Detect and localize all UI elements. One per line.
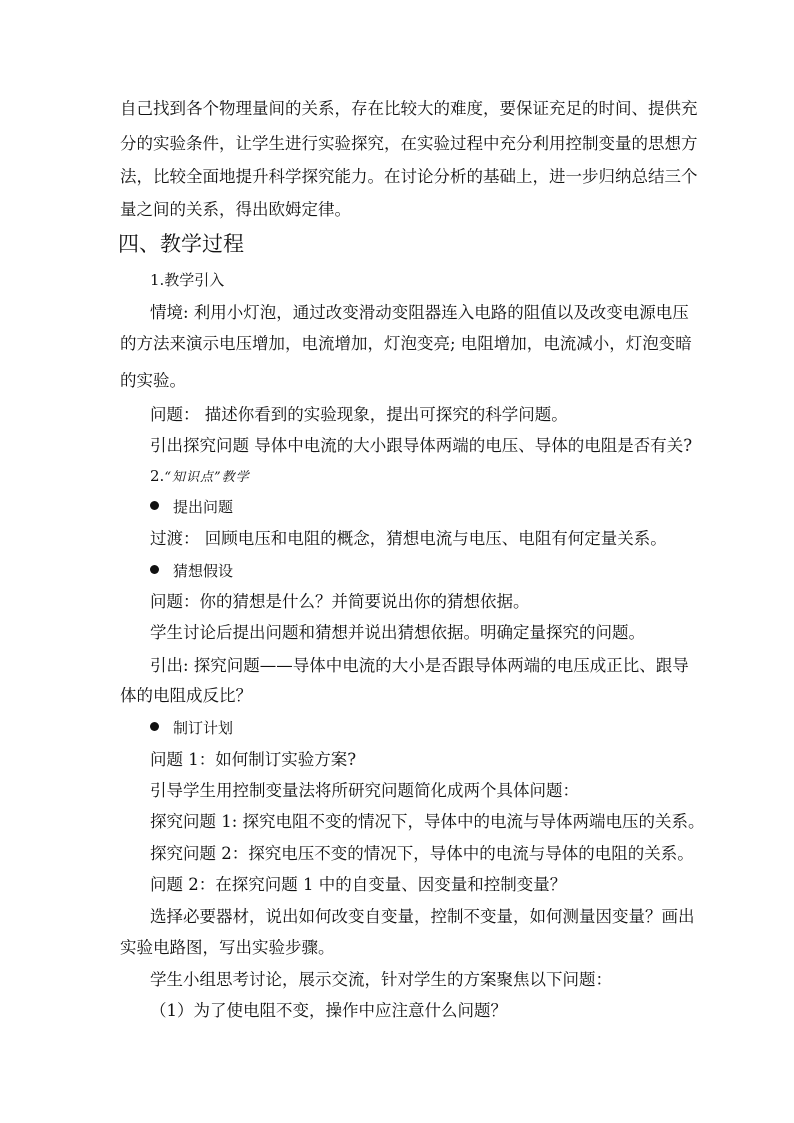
plan-question-2: 问题 2：在探究问题 1 中的自变量、因变量和控制变量？ [150,875,567,894]
step1-title: 1.教学引入 [150,271,225,289]
step2-title-number: 2. [150,467,165,485]
hypothesis-discussion: 学生讨论后提出问题和猜想并说出猜想依据。明确定量探究的问题。 [150,623,645,642]
plan-guide: 引导学生用控制变量法将所研究问题简化成两个具体问题： [150,781,579,800]
step2-title [150,462,690,492]
bullet-label: 制订计划 [173,719,234,737]
bullet-dot-icon [150,501,159,510]
bullet-dot-icon [150,722,159,731]
intro-line-2: 分的实验条件，让学生进行实验探究，在实验过程中充分利用控制变量的思想方 [120,134,698,153]
bullet-propose-question [150,493,690,521]
scenario-line-2: 的方法来演示电压增加，电流增加，灯泡变亮; 电阻增加，电流减小，灯泡变暗 [120,334,692,353]
select-line-2: 实验电路图，写出实验步骤。 [120,938,335,957]
step1-question: 问题： 描述你看到的实验现象，提出可探究的科学问题。 [150,405,568,424]
hypothesis-lead-2: 体的电阻成反比？ [120,686,252,705]
group-discussion: 学生小组思考讨论，展示交流，针对学生的方案聚焦以下问题： [150,970,612,989]
plan-question-1: 问题 1：如何制订实验方案? [150,750,357,769]
bullet-label: 猜想假设 [173,562,234,580]
inquiry-1: 探究问题 1: 探究电阻不变的情况下，导体中的电流与导体两端电压的关系。 [150,812,705,831]
intro-line-4: 量之间的关系，得出欧姆定律。 [120,200,351,219]
step1-lead: 引出探究问题 导体中电流的大小跟导体两端的电压、导体的电阻是否有关? [150,436,693,455]
select-line-1: 选择必要器材，说出如何改变自变量，控制不变量，如何测量因变量？画出 [150,907,695,926]
bullet-label: 提出问题 [173,498,234,516]
intro-line-1: 自己找到各个物理量间的关系，存在比较大的难度，要保证充足的时间、提供充 [120,99,698,118]
step2-title-text: “知识点”教学 [164,470,250,485]
bullet-hypothesis [150,557,690,585]
scenario-line-3: 的实验。 [120,371,186,390]
inquiry-2: 探究问题 2：探究电压不变的情况下，导体中的电流与导体的电阻的关系。 [150,844,694,863]
scenario-line-1: 情境: 利用小灯泡，通过改变滑动变阻器连入电路的阻值以及改变电源电压 [150,303,689,322]
transition-text: 过渡： 回顾电压和电阻的概念，猜想电流与电压、电阻有何定量关系。 [150,529,667,548]
hypothesis-lead-1: 引出: 探究问题——导体中电流的大小是否跟导体两端的电压成正比、跟导 [150,656,689,675]
intro-line-3: 法，比较全面地提升科学探究能力。在讨论分析的基础上，进一步归纳总结三个 [120,167,698,186]
bullet-dot-icon [150,565,159,574]
hypothesis-question: 问题：你的猜想是什么？并简要说出你的猜想依据。 [150,592,530,611]
bullet-plan [150,714,690,742]
section-heading: 四、教学过程 [118,232,244,256]
list-item-1: （1）为了使电阻不变，操作中应注意什么问题？ [150,1001,507,1020]
